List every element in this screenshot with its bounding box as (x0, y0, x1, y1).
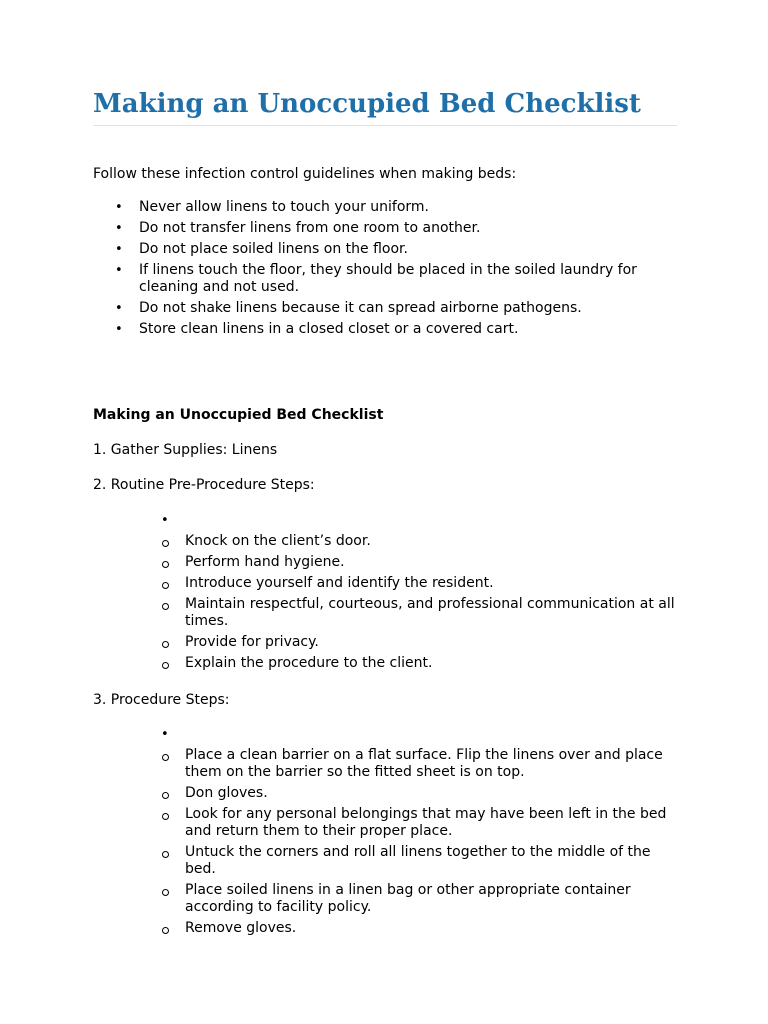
list-item (93, 596, 677, 630)
circle-bullet-icon (162, 927, 169, 934)
guideline-text: Store clean linens in a closed closet or a covered cart. (139, 321, 519, 337)
guidelines-list (93, 199, 677, 342)
step-text: Untuck the corners and roll all linens together to the middle of the bed. (185, 844, 651, 877)
circle-bullet-icon (162, 603, 169, 610)
bullet-marker: • (115, 221, 123, 236)
list-item (93, 220, 677, 237)
step-text: Introduce yourself and identify the resident. (185, 575, 494, 591)
bullet-marker: • (161, 513, 169, 528)
list-item (93, 785, 677, 802)
step-text: Maintain respectful, courteous, and professional communication at all times. (185, 596, 675, 629)
list-item (93, 634, 677, 651)
step-text: Place soiled linens in a linen bag or other appropriate container according to facility policy. (185, 882, 631, 915)
circle-bullet-icon (162, 582, 169, 589)
circle-bullet-icon (162, 754, 169, 761)
bullet-marker: • (115, 322, 123, 337)
empty-list-item (93, 726, 677, 743)
list-item (93, 300, 677, 317)
bullet-marker: • (115, 242, 123, 257)
list-item (93, 882, 677, 916)
list-item (93, 806, 677, 840)
list-item (93, 241, 677, 258)
step-1: 1. Gather Supplies: Linens (93, 442, 278, 458)
guideline-text: Never allow linens to touch your uniform. (139, 199, 430, 215)
circle-bullet-icon (162, 641, 169, 648)
title-divider (93, 125, 677, 126)
step-text: Remove gloves. (185, 920, 297, 936)
list-item (93, 844, 677, 878)
list-item (93, 575, 677, 592)
circle-bullet-icon (162, 540, 169, 547)
guideline-text: If linens touch the floor, they should be placed in the soiled laundry for cleaning and not used. (139, 262, 637, 295)
step-text: Knock on the client’s door. (185, 533, 371, 549)
list-item (93, 199, 677, 216)
checklist-heading: Making an Unoccupied Bed Checklist (93, 407, 384, 423)
bullet-marker: • (115, 200, 123, 215)
guideline-text: Do not place soiled linens on the floor. (139, 241, 408, 257)
circle-bullet-icon (162, 792, 169, 799)
pre-procedure-list (93, 512, 677, 676)
list-item (93, 554, 677, 571)
step-text: Place a clean barrier on a flat surface. Flip the linens over and place them on the barrier so the fitted sheet is on top. (185, 747, 663, 780)
list-item (93, 747, 677, 781)
intro-text: Follow these infection control guidelines when making beds: (93, 166, 517, 182)
step-text: Don gloves. (185, 785, 268, 801)
circle-bullet-icon (162, 851, 169, 858)
empty-list-item (93, 512, 677, 529)
guideline-text: Do not transfer linens from one room to another. (139, 220, 481, 236)
circle-bullet-icon (162, 889, 169, 896)
step-text: Perform hand hygiene. (185, 554, 345, 570)
list-item (93, 655, 677, 672)
procedure-steps-list (93, 726, 677, 941)
step-text: Provide for privacy. (185, 634, 319, 650)
circle-bullet-icon (162, 813, 169, 820)
bullet-marker: • (115, 263, 123, 278)
circle-bullet-icon (162, 662, 169, 669)
bullet-marker: • (115, 301, 123, 316)
page-title: Making an Unoccupied Bed Checklist (93, 89, 641, 119)
step-text: Explain the procedure to the client. (185, 655, 433, 671)
circle-bullet-icon (162, 561, 169, 568)
list-item (93, 321, 677, 338)
list-item (93, 262, 677, 296)
list-item (93, 533, 677, 550)
bullet-marker: • (161, 727, 169, 742)
step-3-heading: 3. Procedure Steps: (93, 692, 230, 708)
step-2-heading: 2. Routine Pre-Procedure Steps: (93, 477, 315, 493)
step-text: Look for any personal belongings that may have been left in the bed and return them to their proper place. (185, 806, 667, 839)
guideline-text: Do not shake linens because it can spread airborne pathogens. (139, 300, 582, 316)
list-item (93, 920, 677, 937)
